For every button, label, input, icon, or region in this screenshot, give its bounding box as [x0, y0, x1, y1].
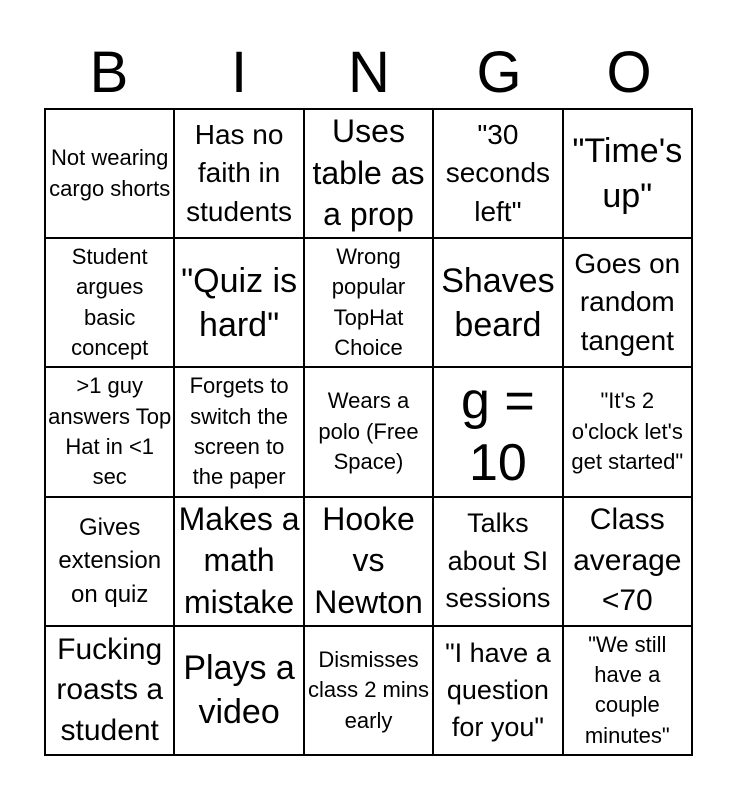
header-letter-g: G — [476, 40, 522, 105]
bingo-cell[interactable]: "Quiz is hard" — [174, 238, 303, 367]
bingo-grid — [44, 108, 693, 756]
bingo-cell[interactable]: Shaves beard — [433, 238, 562, 367]
bingo-header — [44, 38, 694, 108]
bingo-cell[interactable]: Student argues basic concept — [45, 238, 174, 367]
bingo-cell[interactable]: "We still have a couple minutes" — [563, 626, 692, 755]
bingo-cell[interactable]: Class average <70 — [563, 497, 692, 626]
bingo-cell[interactable]: Talks about SI sessions — [433, 497, 562, 626]
bingo-cell[interactable]: "I have a question for you" — [433, 626, 562, 755]
bingo-cell[interactable]: Forgets to switch the screen to the paper — [174, 367, 303, 496]
bingo-cell[interactable]: Goes on random tangent — [563, 238, 692, 367]
bingo-cell-free-space[interactable]: Wears a polo (Free Space) — [304, 367, 433, 496]
bingo-cell[interactable]: "It's 2 o'clock let's get started" — [563, 367, 692, 496]
bingo-cell[interactable]: Dismisses class 2 mins early — [304, 626, 433, 755]
bingo-cell[interactable]: Fucking roasts a student — [45, 626, 174, 755]
bingo-cell[interactable]: g = 10 — [433, 367, 562, 496]
bingo-cell[interactable]: Plays a video — [174, 626, 303, 755]
header-letter-o: O — [606, 40, 652, 105]
header-letter-n: N — [348, 40, 390, 105]
bingo-cell[interactable]: Not wearing cargo shorts — [45, 109, 174, 238]
bingo-cell[interactable]: Wrong popular TopHat Choice — [304, 238, 433, 367]
bingo-cell[interactable]: Uses table as a prop — [304, 109, 433, 238]
bingo-cell[interactable]: "Time's up" — [563, 109, 692, 238]
bingo-cell[interactable]: Makes a math mistake — [174, 497, 303, 626]
bingo-cell[interactable]: Gives extension on quiz — [45, 497, 174, 626]
header-letter-b: B — [89, 40, 129, 105]
bingo-cell[interactable]: Hooke vs Newton — [304, 497, 433, 626]
bingo-cell[interactable]: >1 guy answers Top Hat in <1 sec — [45, 367, 174, 496]
bingo-cell[interactable]: Has no faith in students — [174, 109, 303, 238]
bingo-cell[interactable]: "30 seconds left" — [433, 109, 562, 238]
header-letter-i: I — [230, 40, 248, 105]
